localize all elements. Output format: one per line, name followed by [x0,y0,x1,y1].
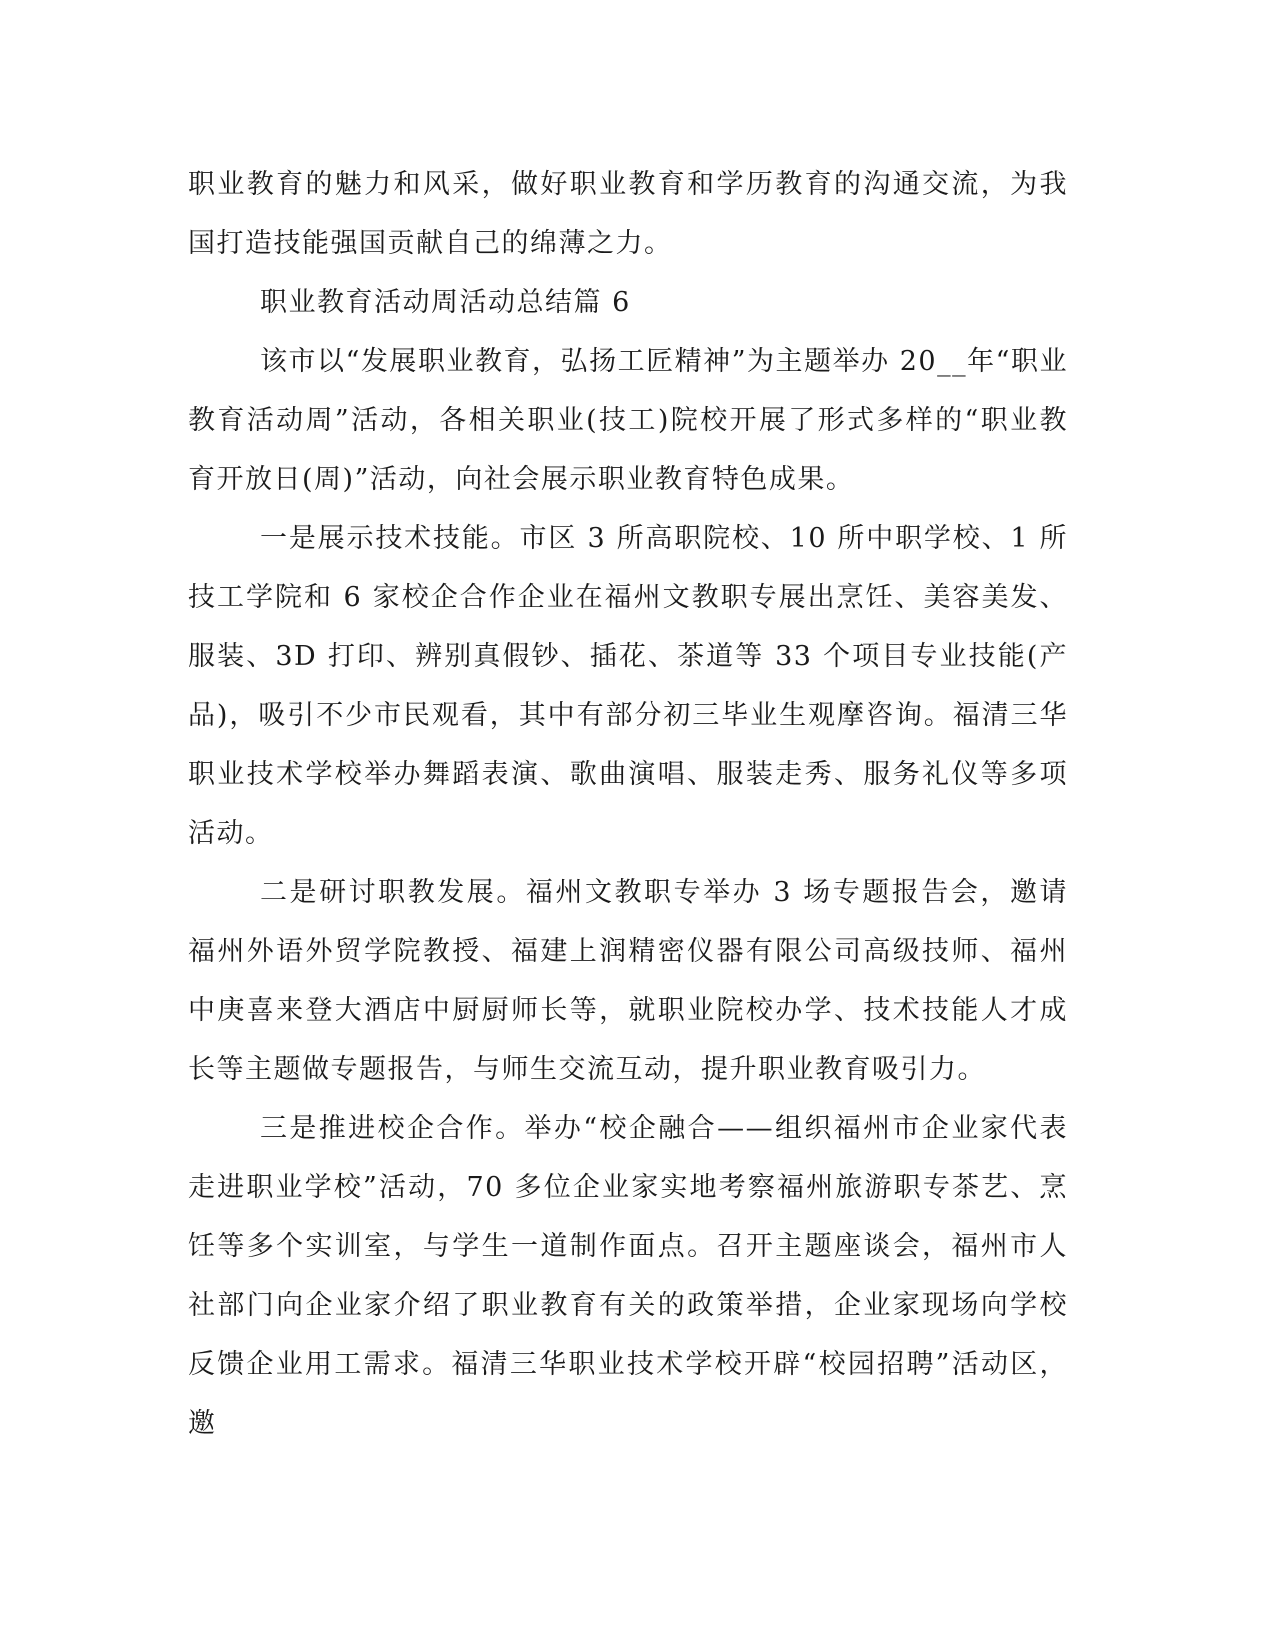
paragraph-continuation: 职业教育的魅力和风采，做好职业教育和学历教育的沟通交流，为我国打造技能强国贡献自己的绵薄之力。 [188,169,1068,259]
section-heading: 职业教育活动周活动总结篇 6 [260,287,631,318]
paragraph-cooperation: 三是推进校企合作。举办“校企融合——组织福州市企业家代表走进职业学校”活动，70 多位企业家实地考察福州旅游职专茶艺、烹饪等多个实训室，与学生一道制作面点。召开主题座谈会，福州市人社部门向企业家介绍了职业教育有关的政策举措，企业家现场向学校反馈企业用工需求。福清三华职业技术学校开辟“校园招聘”活动区，邀 [188,1113,1068,1439]
paragraph-skills: 一是展示技术技能。市区 3 所高职院校、10 所中职学校、1 所技工学院和 6 家校企合作企业在福州文教职专展出烹饪、美容美发、服装、3D 打印、辨别真假钞、插花、茶道等 33 个项目专业技能(产品)，吸引不少市民观看，其中有部分初三毕业生观摩咨询。福清三华职业技术学校举办舞蹈表演、歌曲演唱、服装走秀、服务礼仪等多项活动。 [188,523,1068,849]
paragraph-seminar: 二是研讨职教发展。福州文教职专举办 3 场专题报告会，邀请福州外语外贸学院教授、福建上润精密仪器有限公司高级技师、福州中庚喜来登大酒店中厨厨师长等，就职业院校办学、技术技能人才成长等主题做专题报告，与师生交流互动，提升职业教育吸引力。 [188,877,1068,1085]
paragraph-intro: 该市以“发展职业教育，弘扬工匠精神”为主题举办 20__年“职业教育活动周”活动，各相关职业(技工)院校开展了形式多样的“职业教育开放日(周)”活动，向社会展示职业教育特色成果。 [188,346,1068,495]
document-body [188,155,1068,1453]
